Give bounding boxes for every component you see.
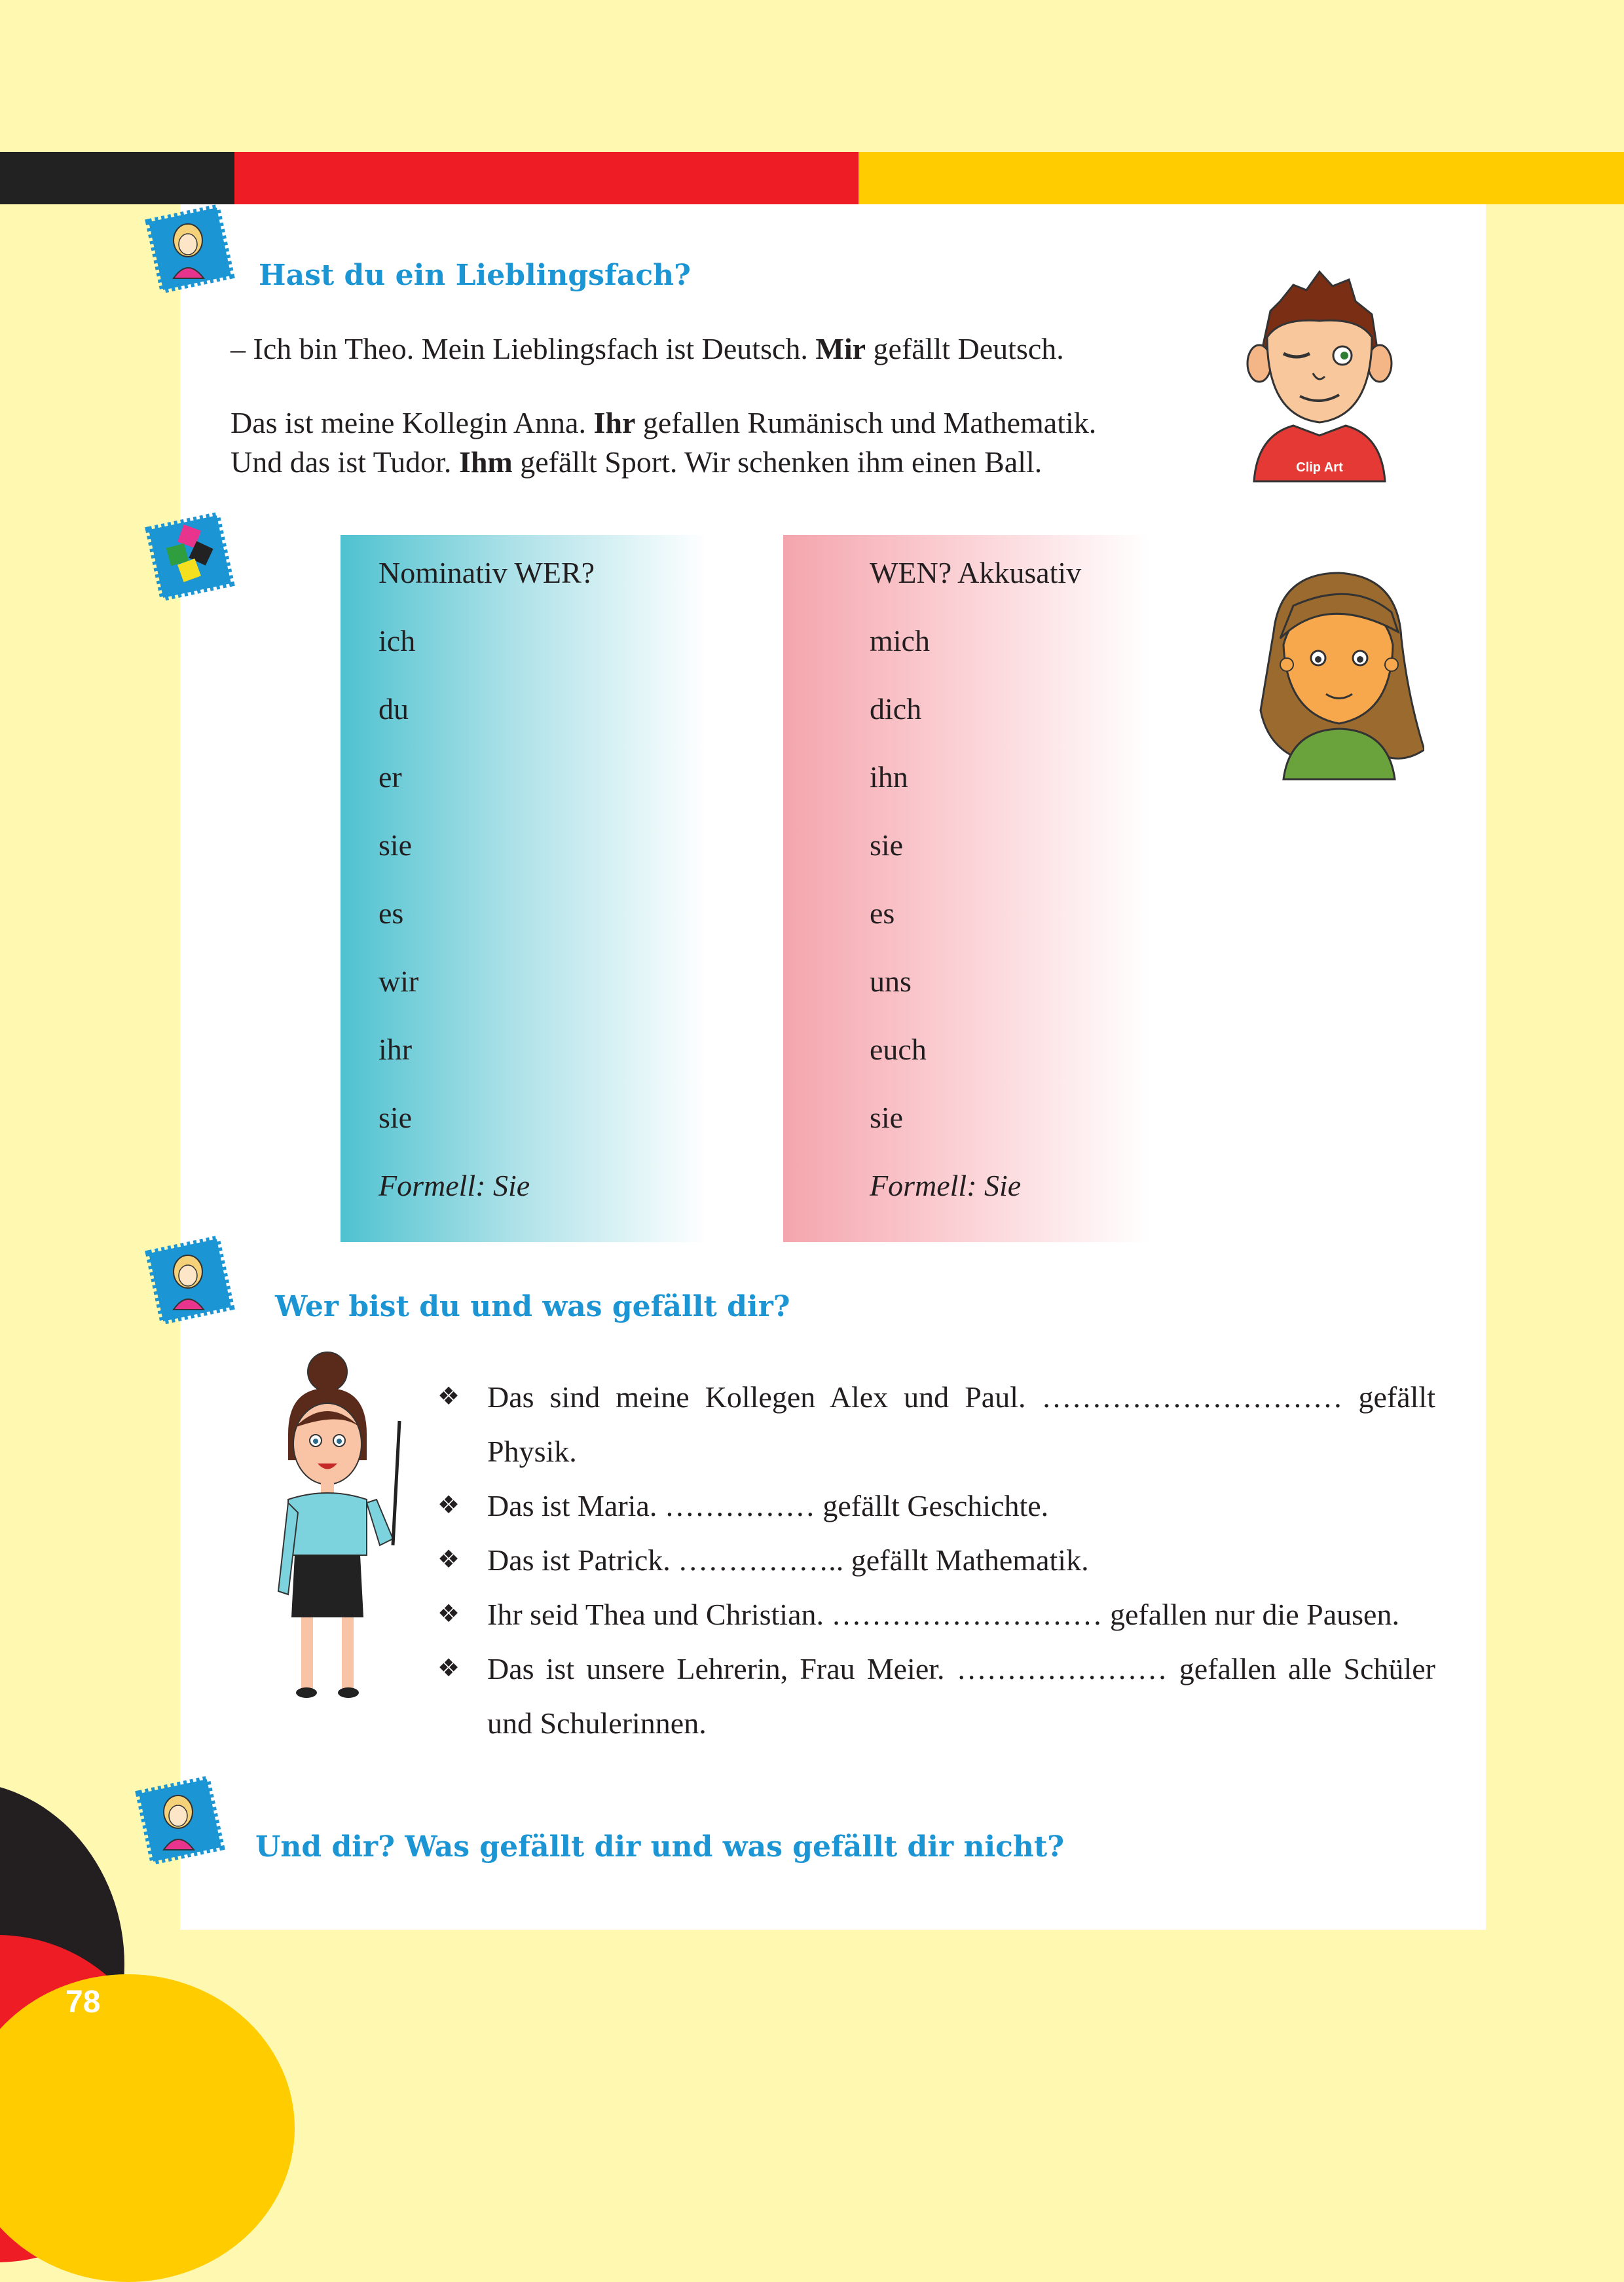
corner-decoration-gold (0, 1974, 295, 2282)
flag-stripe-red (234, 152, 858, 204)
section-heading-who-are-you: Wer bist du und was gefällt dir? (275, 1290, 790, 1323)
boy-shirt-label: Clip Art (1296, 460, 1343, 475)
section-heading-favorite-subject: Hast du ein Lieblingsfach? (259, 259, 691, 292)
nominativ-row: du (378, 692, 409, 726)
akkusativ-row: dich (870, 692, 922, 726)
exercise-text: Das ist Maria. …………… gefällt Geschichte. (487, 1489, 1049, 1522)
nominativ-header: Nominativ WER? (378, 556, 595, 589)
flag-stripe-black (0, 152, 234, 204)
akkusativ-row: sie (870, 1101, 904, 1134)
akkusativ-formal-row: Formell: Sie (870, 1169, 1022, 1202)
puzzle-badge-icon (141, 507, 239, 606)
nominativ-row: es (378, 896, 404, 930)
flag-stripe-gold (858, 152, 1624, 204)
bullet-diamond-icon: ❖ (437, 1383, 460, 1410)
akkusativ-row: uns (870, 965, 912, 998)
exercise-item (437, 1479, 1435, 1533)
nominativ-formal-row: Formell: Sie (378, 1169, 530, 1202)
intro-line-tudor: Und das ist Tudor. Ihm gefällt Sport. Wir schenken ihm einen Ball. (231, 445, 1043, 479)
student-badge-icon (141, 200, 239, 298)
exercise-item (437, 1533, 1435, 1587)
akkusativ-row: es (870, 896, 895, 930)
nominativ-column (341, 535, 707, 1242)
exercise-item (437, 1587, 1435, 1642)
akkusativ-row: sie (870, 828, 904, 862)
intro-line-theo: – Ich bin Theo. Mein Lieblingsfach ist Deutsch. Mir gefällt Deutsch. (231, 332, 1064, 365)
exercise-text: Das sind meine Kollegen Alex und Paul. ………………………… gefällt Physik. (487, 1380, 1435, 1468)
student-badge-icon (141, 1231, 239, 1329)
nominativ-row: ich (378, 624, 416, 657)
intro-line-anna: Das ist meine Kollegin Anna. Ihr gefallen Rumänisch und Mathematik. (231, 406, 1097, 439)
nominativ-row: er (378, 760, 402, 794)
exercise-list (437, 1370, 1435, 1750)
nominativ-row: sie (378, 828, 413, 862)
akkusativ-header: WEN? Akkusativ (870, 556, 1082, 589)
section-heading-and-you: Und dir? Was gefällt dir und was gefällt dir nicht? (255, 1830, 1065, 1864)
akkusativ-column (783, 535, 1150, 1242)
bullet-diamond-icon: ❖ (437, 1600, 460, 1628)
student-badge-icon (131, 1771, 229, 1869)
exercise-item (437, 1642, 1435, 1750)
akkusativ-row: ihn (870, 760, 908, 794)
exercise-item (437, 1370, 1435, 1479)
akkusativ-row: euch (870, 1033, 927, 1066)
exercise-text: Ihr seid Thea und Christian. ……………………… gefallen nur die Pausen. (487, 1598, 1399, 1631)
nominativ-row: wir (378, 965, 419, 998)
exercise-text: Das ist unsere Lehrerin, Frau Meier. ………………… gefallen alle Schüler und Schulerinnen. (487, 1652, 1435, 1740)
page-number: 78 (65, 1985, 101, 2019)
boy-theo-illustration (1241, 239, 1398, 488)
akkusativ-row: mich (870, 624, 930, 657)
bullet-diamond-icon: ❖ (437, 1655, 460, 1682)
exercise-text: Das ist Patrick. …………….. gefällt Mathematik. (487, 1543, 1089, 1577)
nominativ-row: ihr (378, 1033, 413, 1066)
nominativ-row: sie (378, 1101, 413, 1134)
bullet-diamond-icon: ❖ (437, 1492, 460, 1519)
girl-anna-illustration (1254, 566, 1424, 789)
teacher-illustration (262, 1349, 419, 1709)
bullet-diamond-icon: ❖ (437, 1546, 460, 1573)
